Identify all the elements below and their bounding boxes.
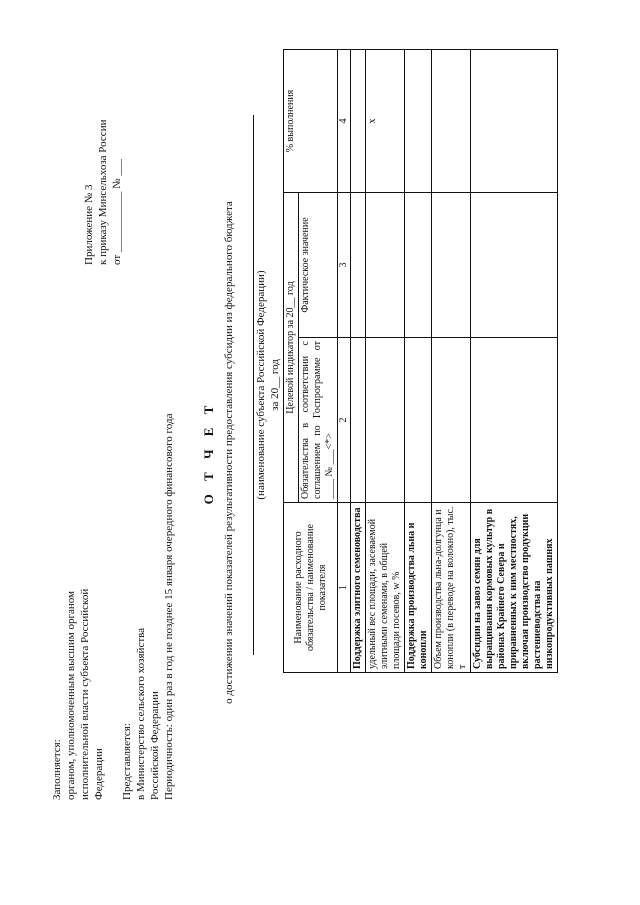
submitted-block xyxy=(120,480,162,800)
submitted-label: Представляется: xyxy=(121,723,133,800)
filled-by-line: Федерации xyxy=(93,748,105,800)
filled-by-block xyxy=(50,480,106,800)
row-percent: x xyxy=(366,50,405,193)
column-number: 4 xyxy=(338,50,351,193)
report-year: за 20__ год xyxy=(269,359,281,411)
appendix-date-number: от ___________ № ___ xyxy=(111,159,123,265)
header-indicator-name: Наименование расходного обязательства / наименование показателя xyxy=(284,503,338,673)
row-actual xyxy=(471,193,558,338)
submitted-line: в Министерство сельского хозяйства xyxy=(135,627,147,800)
row-name: удельный вес площади, засеваемой элитными семенами, в общей площади посевов, w % xyxy=(366,503,405,673)
indicators-table xyxy=(283,49,558,673)
header-actual: Фактическое значение xyxy=(299,193,338,338)
column-number: 2 xyxy=(338,338,351,503)
row-actual xyxy=(432,193,471,338)
table-header-row xyxy=(284,50,299,673)
table-row xyxy=(351,50,366,673)
column-number: 3 xyxy=(338,193,351,338)
row-commitment xyxy=(351,338,366,503)
column-number: 1 xyxy=(338,503,351,673)
row-commitment xyxy=(405,338,432,503)
row-name: Субсидии на завоз семян для выращивания кормовых культур в районах Крайнего Севера и приравненных к ним местностях, включая производство продукции растениеводства на низкопродуктивных пашнях xyxy=(471,503,558,673)
row-name: Объем производства льна-долгунца и конопли (в переводе на волокно), тыс. т xyxy=(432,503,471,673)
row-actual xyxy=(366,193,405,338)
report-subtitle: о достижении значений показателей результативности предоставления субсидии из федерального бюджета xyxy=(223,201,235,704)
table-row xyxy=(471,50,558,673)
appendix-block xyxy=(82,25,124,265)
filled-by-label: Заполняется: xyxy=(51,739,63,800)
appendix-order-ref: к приказу Минсельхоза России xyxy=(97,119,109,265)
row-percent xyxy=(432,50,471,193)
row-commitment xyxy=(471,338,558,503)
row-commitment xyxy=(366,338,405,503)
header-percent: % выполнения xyxy=(284,50,338,193)
header-target-group: Целевой индикатор за 20__ год xyxy=(284,193,299,503)
submitted-line: Российской Федерации xyxy=(149,691,161,800)
row-name: Поддержка производства льна и конопли xyxy=(405,503,432,673)
table-row xyxy=(432,50,471,673)
filled-by-line: органом, уполномоченным высшим органом xyxy=(65,591,77,800)
row-percent xyxy=(405,50,432,193)
row-actual xyxy=(405,193,432,338)
row-name: Поддержка элитного семеноводства xyxy=(351,503,366,673)
header-commitment: Обязательства в соответствии с соглашением по Госпрограмме от ____ № ___<*> xyxy=(299,338,338,503)
table-row xyxy=(366,50,405,673)
region-caption: (наименование субъекта Российской Федерации) xyxy=(255,270,267,500)
row-actual xyxy=(351,193,366,338)
appendix-number: Приложение № 3 xyxy=(83,184,95,265)
periodicity-text: Периодичность: один раз в год не позднее 15 января очередного финансового года xyxy=(163,413,175,800)
row-percent xyxy=(471,50,558,193)
report-title: О Т Ч Е Т xyxy=(201,400,216,505)
filled-by-line: исполнительной власти субъекта Российской xyxy=(79,588,91,800)
row-percent xyxy=(351,50,366,193)
table-row xyxy=(405,50,432,673)
row-commitment xyxy=(432,338,471,503)
column-number-row xyxy=(338,50,351,673)
